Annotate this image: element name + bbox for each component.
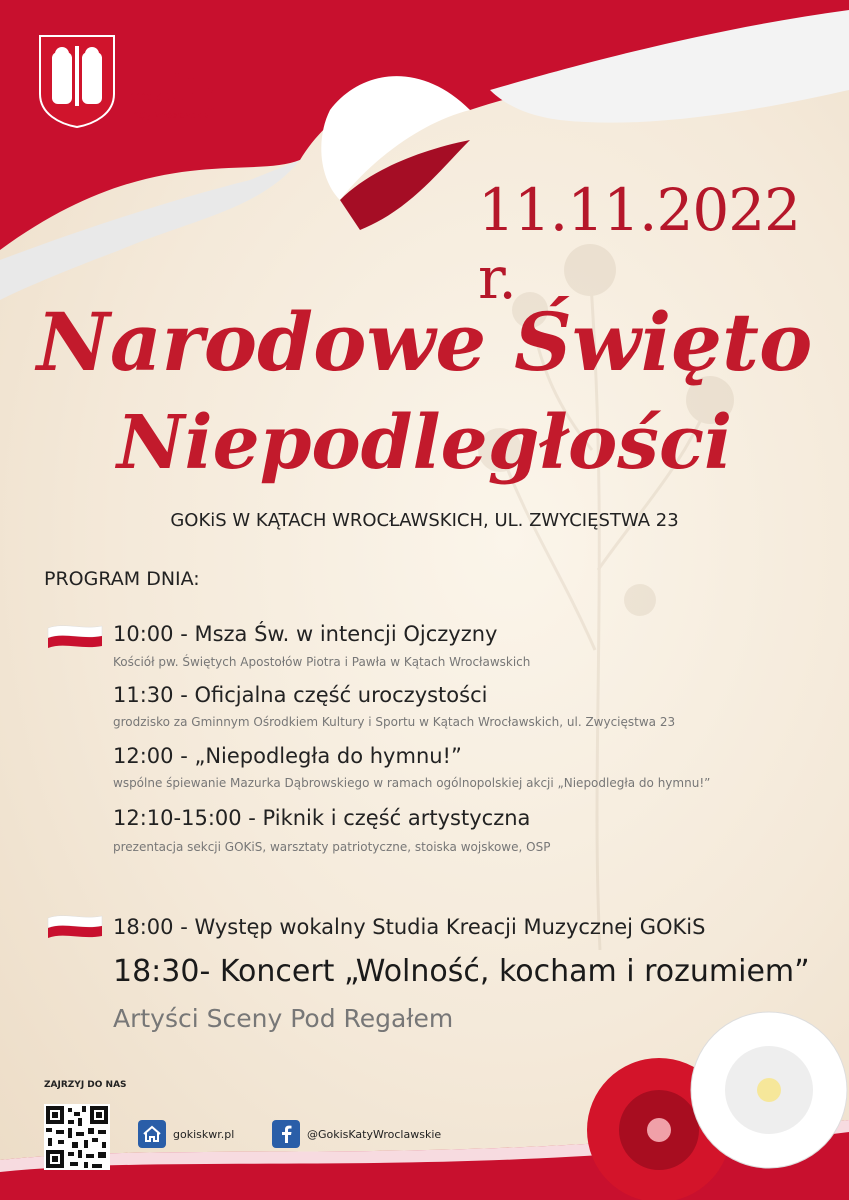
evening-performance: 18:00 - Występ wokalny Studia Kreacji Muzycznej GOKiS bbox=[113, 915, 706, 939]
event-date: 11.11.2022 r. bbox=[478, 176, 801, 312]
venue-address: GOKiS W KĄTACH WROCŁAWSKICH, UL. ZWYCIĘSTWA 23 bbox=[170, 510, 679, 531]
concert-artists: Artyści Sceny Pod Regałem bbox=[113, 1004, 454, 1033]
logo-name-line2: Kąty Wrocławskie bbox=[132, 110, 209, 120]
facebook-icon[interactable] bbox=[272, 1120, 300, 1148]
polish-flag-icon bbox=[46, 622, 104, 650]
website-link[interactable]: gokiskwr.pl bbox=[173, 1128, 235, 1141]
event-1-desc: Kościół pw. Świętych Apostołów Piotra i Pawła w Kątach Wrocławskich bbox=[113, 655, 531, 669]
concert-title: 18:30- Koncert „Wolność, kocham i rozumiem” bbox=[113, 954, 810, 989]
qr-code[interactable] bbox=[44, 1104, 110, 1170]
title-line2: Niepodległości bbox=[116, 400, 733, 486]
home-icon[interactable] bbox=[138, 1120, 166, 1148]
flowers-decoration bbox=[559, 980, 849, 1200]
event-2-desc: grodzisko za Gminnym Ośrodkiem Kultury i Sportu w Kątach Wrocławskich, ul. Zwycięstwa 23 bbox=[113, 715, 676, 729]
event-4-desc: prezentacja sekcji GOKiS, warsztaty patriotyczne, stoiska wojskowe, OSP bbox=[113, 840, 551, 854]
visit-us-label: ZAJRZYJ DO NAS bbox=[44, 1080, 127, 1090]
coat-of-arms-logo bbox=[38, 34, 116, 128]
event-4-title: 12:10-15:00 - Piknik i część artystyczna bbox=[113, 806, 531, 830]
gokis-logo bbox=[128, 32, 238, 132]
event-2-title: 11:30 - Oficjalna część uroczystości bbox=[113, 683, 488, 707]
event-1-title: 10:00 - Msza Św. w intencji Ojczyzny bbox=[113, 622, 498, 646]
facebook-link[interactable]: @GokisKatyWroclawskie bbox=[307, 1128, 442, 1141]
logo-name-line1: GOKiS bbox=[130, 89, 176, 105]
event-3-desc: wspólne śpiewanie Mazurka Dąbrowskiego w ramach ogólnopolskiej akcji „Niepodległa do hymnu!” bbox=[113, 776, 711, 790]
polish-flag-icon bbox=[46, 912, 104, 940]
event-3-title: 12:00 - „Niepodległa do hymnu!” bbox=[113, 744, 462, 768]
program-heading: PROGRAM DNIA: bbox=[44, 568, 200, 590]
title-line1: Narodowe Święto bbox=[36, 295, 813, 389]
